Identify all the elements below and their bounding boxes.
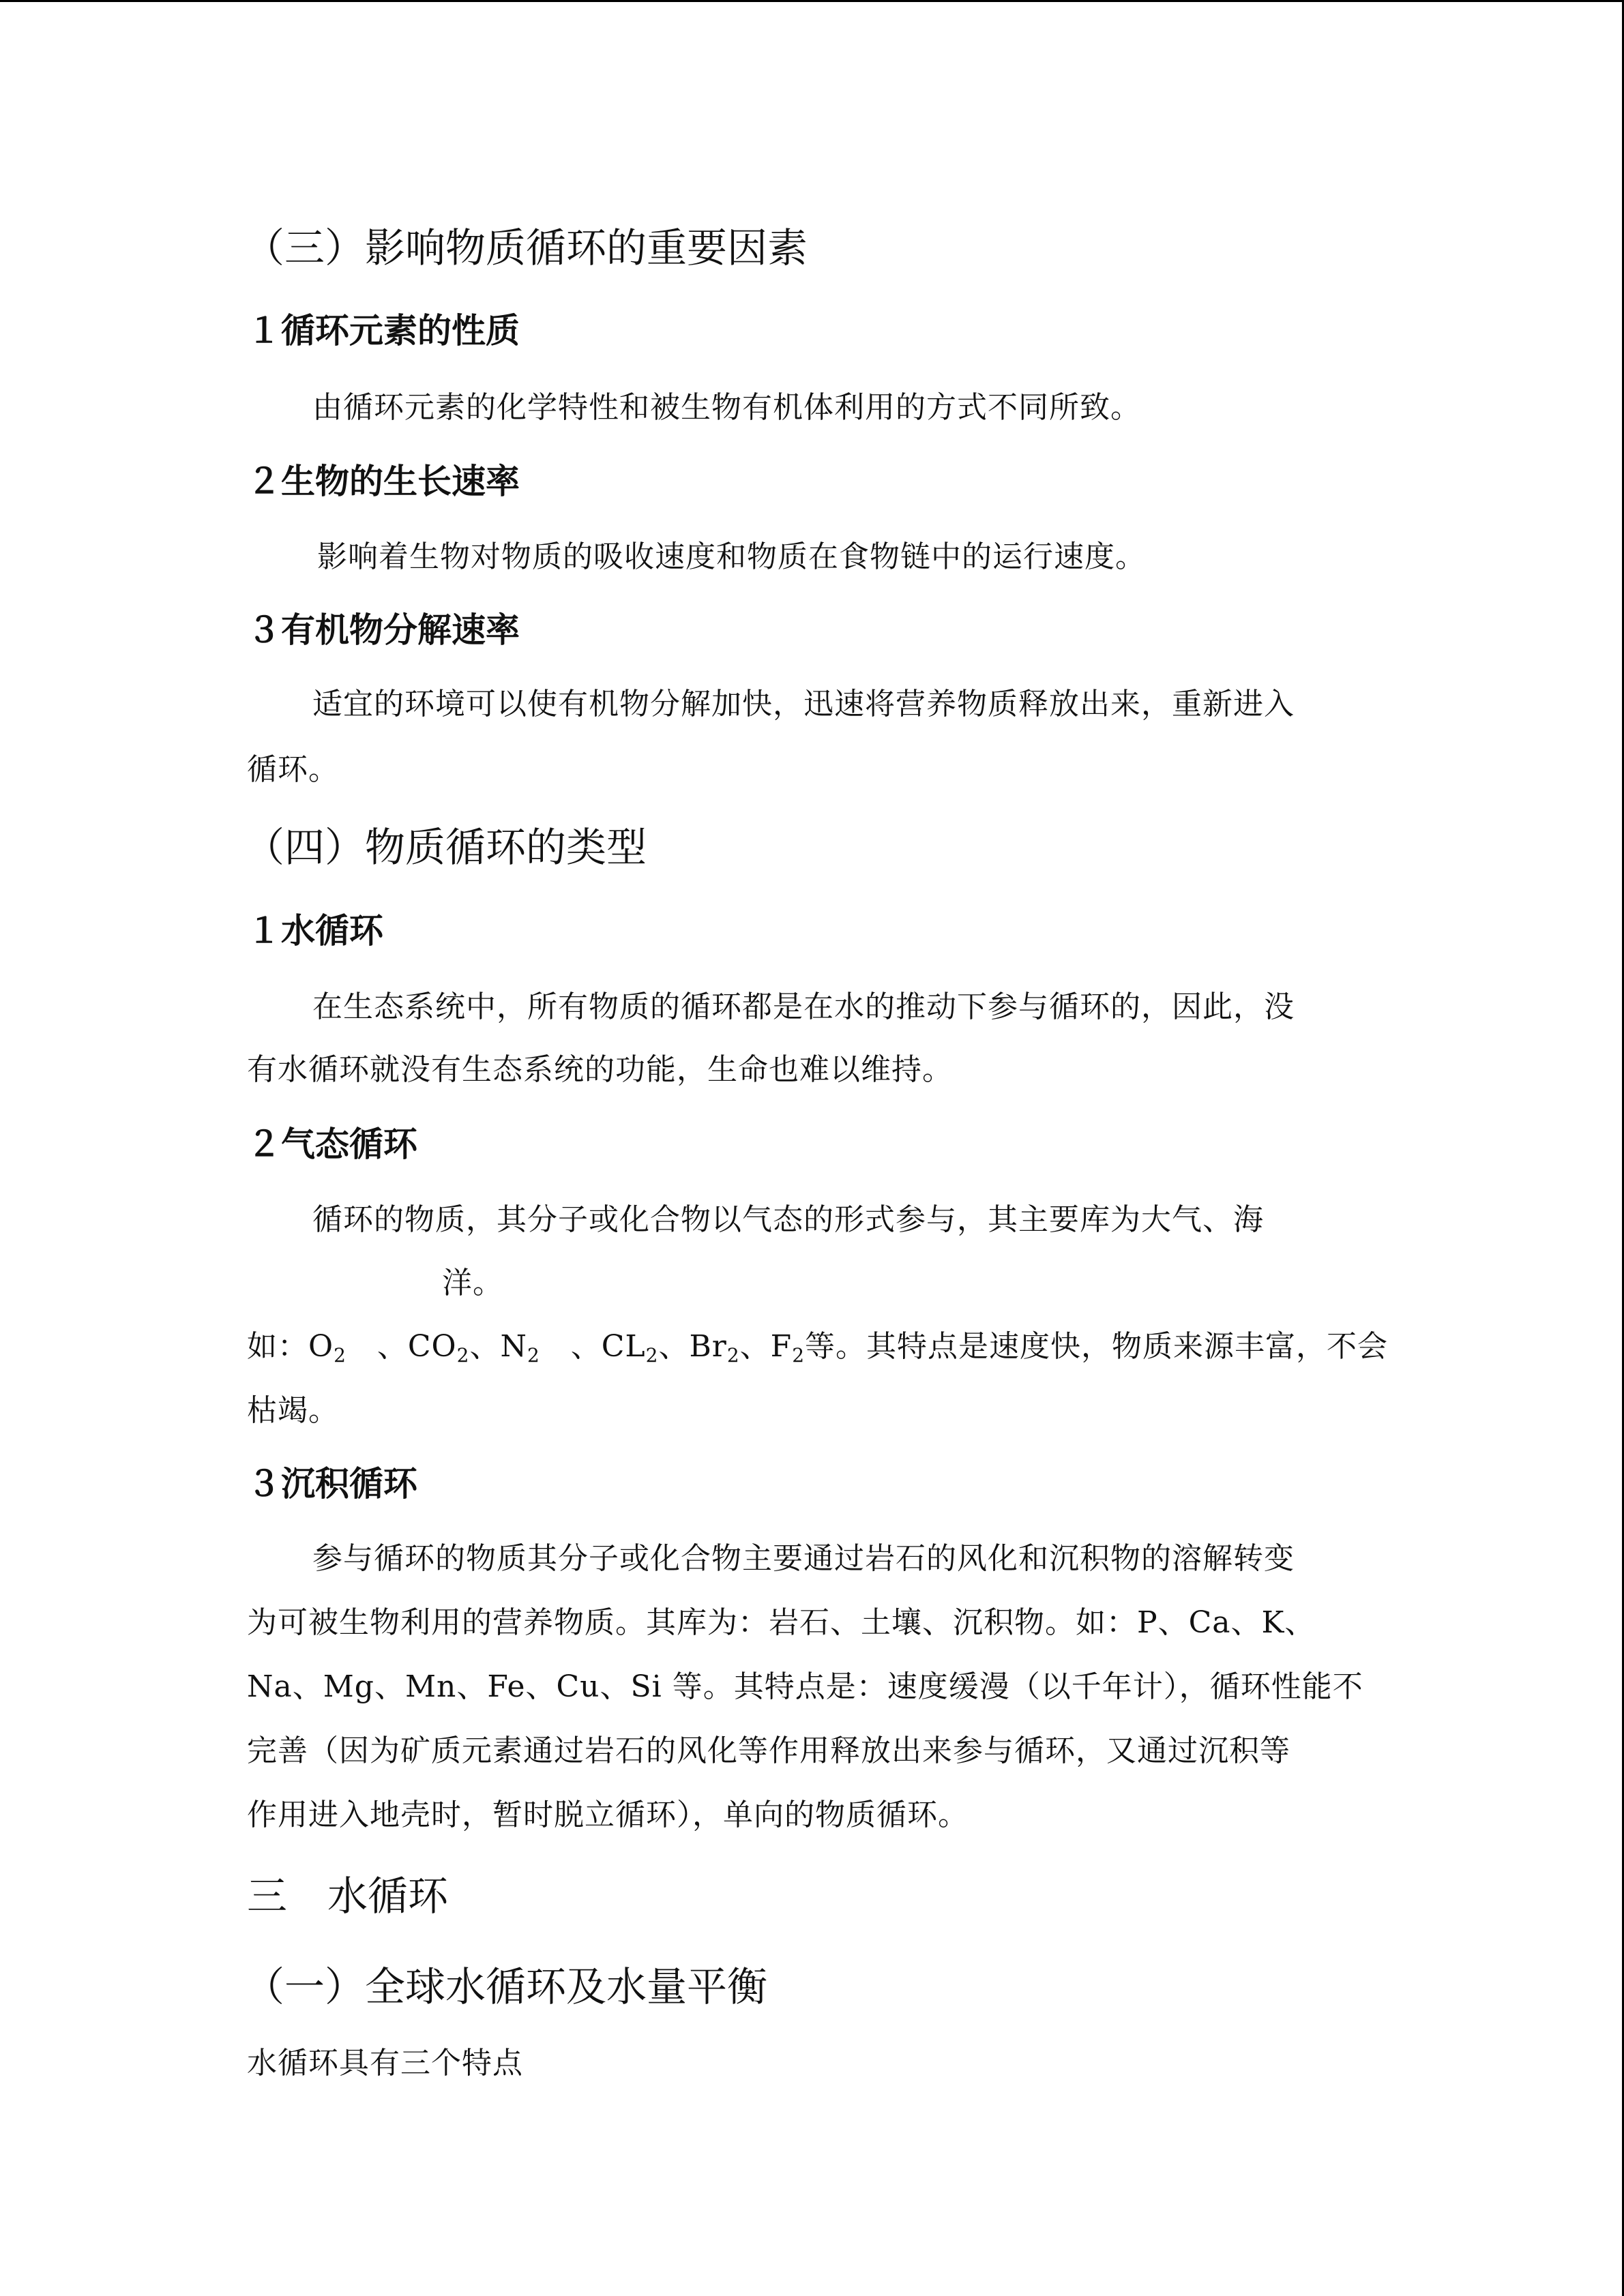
paragraph-decomposition-line2: 循环。: [247, 752, 339, 787]
section-heading-four: （四）物质循环的类型: [244, 824, 647, 871]
paragraph-gas-line4: 枯竭。: [247, 1393, 339, 1428]
item-title-growth-rate: ２生物的生长速率: [247, 462, 520, 501]
co2-subscript: 2: [456, 1344, 470, 1367]
gas-example-suffix: 等。其特点是速度快，物质来源丰富，不会: [805, 1329, 1389, 1364]
br2-subscript: 2: [726, 1344, 740, 1367]
paragraph-growth-rate: 影响着生物对物质的吸收速度和物质在食物链中的运行速度。: [317, 539, 1146, 574]
paragraph-sedimentary-line5: 作用进入地壳时，暂时脱立循环），单向的物质循环。: [247, 1798, 969, 1832]
f2-text: 、F: [739, 1329, 793, 1364]
cl2-subscript: 2: [645, 1344, 659, 1367]
paragraph-gas-line1: 循环的物质，其分子或化合物以气态的形式参与，其主要库为大气、海: [312, 1202, 1264, 1237]
cl2-text: 、CL: [570, 1329, 646, 1364]
item-title-decomposition-rate: ３有机物分解速率: [247, 610, 520, 650]
br2-text: 、Br: [658, 1329, 727, 1364]
n2-text: 、N: [469, 1329, 527, 1364]
section-heading-three: （三）影响物质循环的重要因素: [244, 224, 808, 271]
o2-subscript: 2: [334, 1344, 346, 1367]
paragraph-sedimentary-line3: Na、Mg、Mn、Fe、Cu、Si 等。其特点是：速度缓漫（以千年计），循环性能不: [247, 1669, 1363, 1704]
paragraph-sedimentary-line2: 为可被生物利用的营养物质。其库为：岩石、土壤、沉积物。如：P、Ca、K、: [247, 1605, 1316, 1640]
chapter-heading-water-cycle: 三 水循环: [247, 1873, 449, 1920]
co2-text: 、CO: [377, 1329, 457, 1364]
item-title-sedimentary-cycle: ３沉积循环: [247, 1464, 417, 1504]
paragraph-decomposition-line1: 适宜的环境可以使有机物分解加快，迅速将营养物质释放出来，重新进入: [312, 687, 1295, 721]
paragraph-gas-examples: [247, 1322, 1388, 1367]
paragraph-sedimentary-line4: 完善（因为矿质元素通过岩石的风化等作用释放出来参与循环，又通过沉积等: [247, 1733, 1290, 1768]
f2-subscript: 2: [792, 1344, 806, 1367]
item-title-gas-cycle: ２气态循环: [247, 1124, 417, 1164]
paragraph-last-line: 水循环具有三个特点: [247, 2046, 523, 2081]
section-heading-one: （一）全球水循环及水量平衡: [244, 1963, 768, 2010]
paragraph-water-line1: 在生态系统中，所有物质的循环都是在水的推动下参与循环的，因此，没: [312, 989, 1295, 1024]
item-title-element-properties: １循环元素的性质: [247, 311, 520, 351]
gas-example-prefix: 如：O: [247, 1329, 334, 1364]
paragraph-sedimentary-line1: 参与循环的物质其分子或化合物主要通过岩石的风化和沉积物的溶解转变: [312, 1541, 1295, 1576]
paragraph-water-line2: 有水循环就没有生态系统的功能，生命也难以维持。: [247, 1052, 953, 1087]
n2-subscript: 2: [527, 1344, 540, 1367]
paragraph-element-properties: 由循环元素的化学特性和被生物有机体利用的方式不同所致。: [312, 390, 1141, 425]
item-title-water-cycle: １水循环: [247, 911, 383, 951]
paragraph-gas-line2: 洋。: [442, 1266, 503, 1300]
